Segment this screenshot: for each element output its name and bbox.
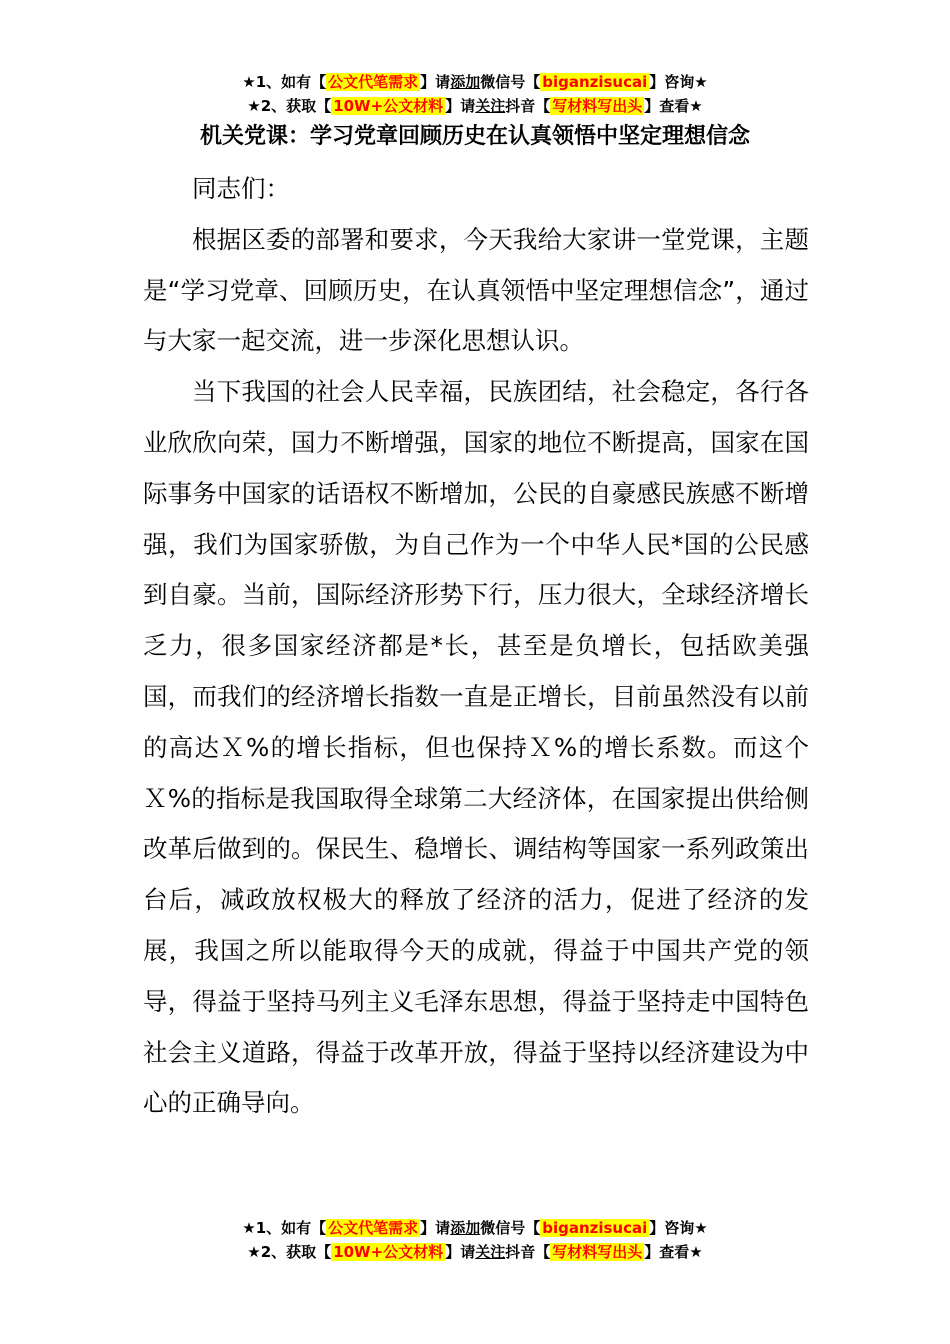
promo-text: ★1、如有【 [242, 1219, 327, 1237]
paragraph-salutation: 同志们： [192, 174, 290, 203]
promo-highlight: biganzisucai [542, 73, 648, 91]
promo-text: 】咨询★ [649, 1219, 708, 1237]
promo-text: 微信号【 [480, 73, 541, 91]
document-body [143, 164, 809, 1129]
promo-line-2 [0, 94, 950, 118]
promo-highlight: biganzisucai [542, 1219, 648, 1237]
promo-text: ★2、获取【 [247, 97, 332, 115]
document-title: 机关党课：学习党章回顾历史在认真领悟中坚定理想信念 [199, 124, 750, 149]
promo-text: 】请 [420, 1219, 451, 1237]
promo-highlight: 10W+公文材料 [333, 1243, 444, 1261]
promo-text: 】查看★ [644, 1243, 703, 1261]
promo-text: 】咨询★ [649, 73, 708, 91]
top-promo-banner [0, 70, 950, 118]
bottom-promo-banner [0, 1216, 950, 1264]
promo-underlined-text: 添加 [450, 73, 481, 91]
promo-text: ★2、获取【 [247, 1243, 332, 1261]
promo-text: 抖音【 [505, 1243, 551, 1261]
promo-highlight: 公文代笔需求 [328, 1219, 419, 1237]
promo-text: ★1、如有【 [242, 73, 327, 91]
paragraph-intro: 根据区委的部署和要求，今天我给大家讲一堂党课，主题是“学习党章、回顾历史，在认真领悟中坚定理想信念”，通过与大家一起交流，进一步深化思想认识。 [143, 224, 809, 356]
promo-line-2 [0, 1240, 950, 1264]
promo-highlight: 公文代笔需求 [328, 73, 419, 91]
promo-text: 微信号【 [480, 1219, 541, 1237]
promo-highlight: 写材料写出头 [552, 97, 643, 115]
paragraph-main: 当下我国的社会人民幸福，民族团结，社会稳定，各行各业欣欣向荣，国力不断增强，国家的地位不断提高，国家在国际事务中国家的话语权不断增加，公民的自豪感民族感不断增强，我们为国家骄傲，为自己作为一个中华人民*国的公民感到自豪。当前，国际经济形势下行，压力很大，全球经济增长乏力，很多国家经济都是*长，甚至是负增长，包括欧美强国，而我们的经济增长指数一直是正增长，目前虽然没有以前的高达Ｘ%的增长指标，但也保持Ｘ%的增长系数。而这个Ｘ%的指标是我国取得全球第二大经济体，在国家提出供给侧改革后做到的。保民生、稳增长、调结构等国家一系列政策出台后，减政放权极大的释放了经济的活力，促进了经济的发展，我国之所以能取得今天的成就，得益于中国共产党的领导，得益于坚持马列主义毛泽东思想，得益于坚持走中国特色社会主义道路，得益于改革开放，得益于坚持以经济建设为中心的正确导向。 [143, 377, 809, 1118]
promo-line-1 [0, 1216, 950, 1240]
promo-text: 抖音【 [505, 97, 551, 115]
promo-highlight: 写材料写出头 [552, 1243, 643, 1261]
promo-underlined-text: 关注 [475, 97, 506, 115]
promo-underlined-text: 关注 [475, 1243, 506, 1261]
promo-highlight: 10W+公文材料 [333, 97, 444, 115]
promo-underlined-text: 添加 [450, 1219, 481, 1237]
promo-text: 】请 [420, 73, 451, 91]
promo-line-1 [0, 70, 950, 94]
promo-text: 】请 [445, 1243, 476, 1261]
promo-text: 】请 [445, 97, 476, 115]
promo-text: 】查看★ [644, 97, 703, 115]
